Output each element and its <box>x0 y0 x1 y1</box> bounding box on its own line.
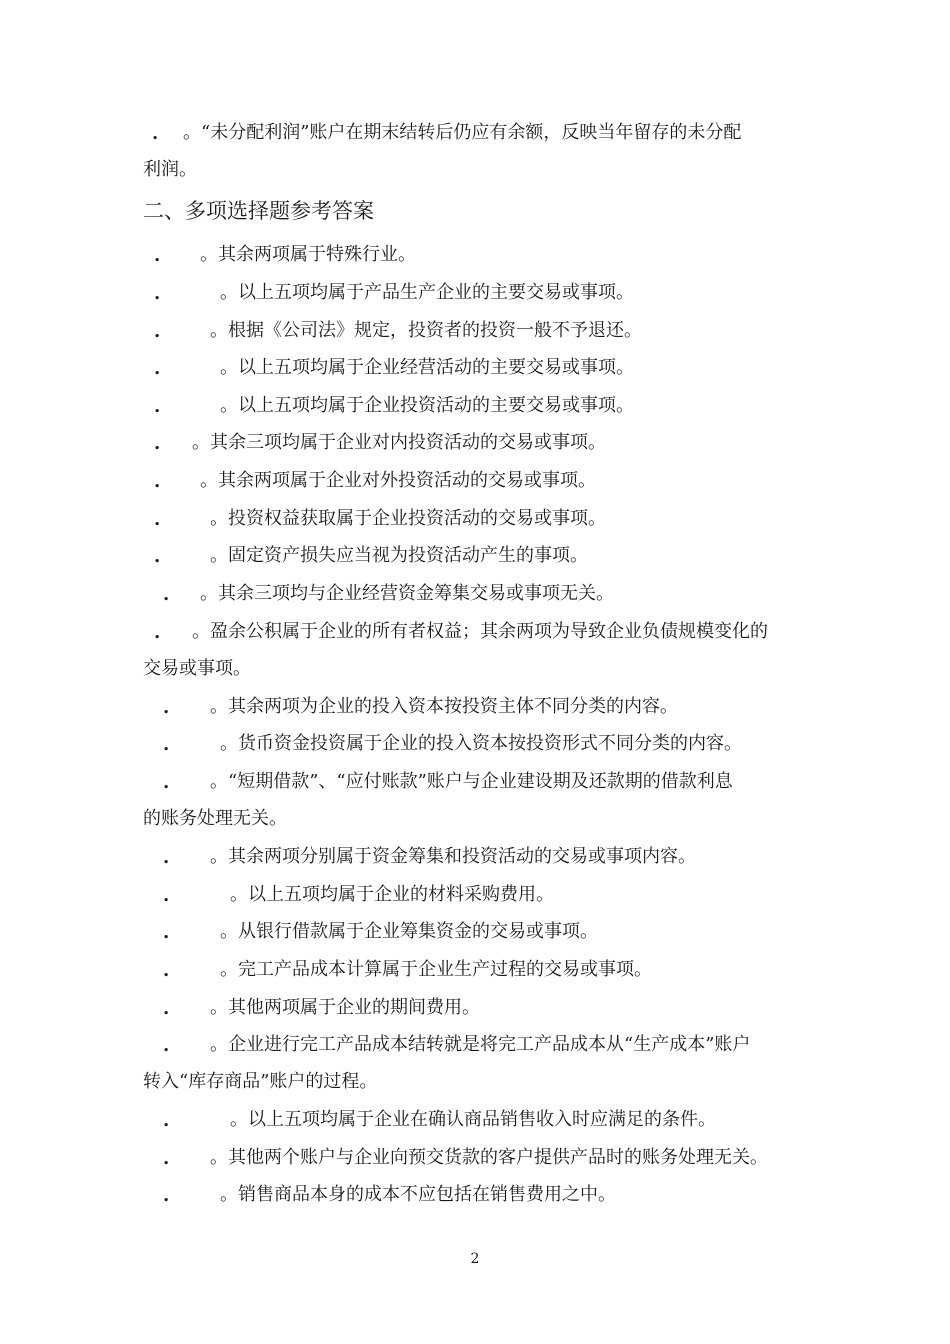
item-number-dot: . <box>154 471 161 492</box>
item-number-dot: . <box>154 283 161 304</box>
item-number-dot: . <box>163 584 170 605</box>
item-number-dot: . <box>163 734 170 755</box>
answer-text-continuation: 的账务处理无关。 <box>143 808 287 829</box>
item-number-dot: . <box>154 396 161 417</box>
item-number-dot: . <box>163 922 170 943</box>
item-number-dot: . <box>163 960 170 981</box>
item-number-dot: . <box>163 1148 170 1169</box>
answer-text: 。固定资产损失应当视为投资活动产生的事项。 <box>210 545 588 566</box>
answer-text: 。其他两个账户与企业向预交货款的客户提供产品时的账务处理无关。 <box>210 1147 768 1168</box>
answer-text: 。其余两项属于特殊行业。 <box>200 244 416 265</box>
item-number-dot: . <box>163 998 170 1019</box>
answer-text: 。其余三项均与企业经营资金筹集交易或事项无关。 <box>200 583 614 604</box>
answer-text: 。以上五项均属于企业经营活动的主要交易或事项。 <box>220 357 634 378</box>
item-number-dot: . <box>163 772 170 793</box>
item-number-dot: . <box>163 1110 170 1131</box>
answer-text: 。以上五项均属于企业投资活动的主要交易或事项。 <box>220 395 634 416</box>
section-title: 二、多项选择题参考答案 <box>143 199 374 223</box>
item-number-dot: . <box>154 622 161 643</box>
item-number-dot: . <box>154 546 161 567</box>
answer-text: 。其他两项属于企业的期间费用。 <box>210 997 480 1018</box>
item-number-dot: . <box>154 509 161 530</box>
answer-text: 。盈余公积属于企业的所有者权益；其余两项为导致企业负债规模变化的 <box>192 621 768 642</box>
answer-text-continuation: 交易或事项。 <box>143 658 251 679</box>
answer-text: 。货币资金投资属于企业的投入资本按投资形式不同分类的内容。 <box>220 733 742 754</box>
answer-text: 。“未分配利润”账户在期末结转后仍应有余额，反映当年留存的未分配 <box>183 122 742 143</box>
answer-text: 。投资权益获取属于企业投资活动的交易或事项。 <box>210 508 606 529</box>
answer-text: 。“短期借款”、“应付账款”账户与企业建设期及还款期的借款利息 <box>210 771 733 792</box>
answer-text: 。企业进行完工产品成本结转就是将完工产品成本从“生产成本”账户 <box>210 1034 751 1055</box>
item-number-dot: . <box>163 885 170 906</box>
item-number-dot: . <box>163 1035 170 1056</box>
item-number-dot: . <box>154 321 161 342</box>
item-number-dot: . <box>154 245 161 266</box>
item-number-dot: . <box>163 1185 170 1206</box>
item-number-dot: . <box>163 697 170 718</box>
answer-text: 。其余三项均属于企业对内投资活动的交易或事项。 <box>192 432 606 453</box>
answer-text: 。完工产品成本计算属于企业生产过程的交易或事项。 <box>220 959 652 980</box>
answer-text: 。销售商品本身的成本不应包括在销售费用之中。 <box>220 1184 616 1205</box>
answer-text: 。其余两项为企业的投入资本按投资主体不同分类的内容。 <box>210 696 678 717</box>
answer-text-continuation: 转入“库存商品”账户的过程。 <box>143 1071 378 1092</box>
answer-text: 。从银行借款属于企业筹集资金的交易或事项。 <box>220 921 598 942</box>
answer-text: 。以上五项均属于企业在确认商品销售收入时应满足的条件。 <box>230 1109 716 1130</box>
answer-text: 。以上五项均属于企业的材料采购费用。 <box>230 884 554 905</box>
page-number: 2 <box>470 1251 480 1267</box>
answer-text: 。其余两项属于企业对外投资活动的交易或事项。 <box>200 470 596 491</box>
item-number-dot: . <box>154 433 161 454</box>
answer-text: 。其余两项分别属于资金筹集和投资活动的交易或事项内容。 <box>210 846 696 867</box>
item-number-dot: . <box>154 358 161 379</box>
answer-text: 。根据《公司法》规定，投资者的投资一般不予退还。 <box>210 320 642 341</box>
item-number-dot: . <box>163 847 170 868</box>
item-number-dot: . <box>152 123 159 144</box>
answer-text: 。以上五项均属于产品生产企业的主要交易或事项。 <box>220 282 634 303</box>
answer-text-continuation: 利润。 <box>143 159 197 180</box>
